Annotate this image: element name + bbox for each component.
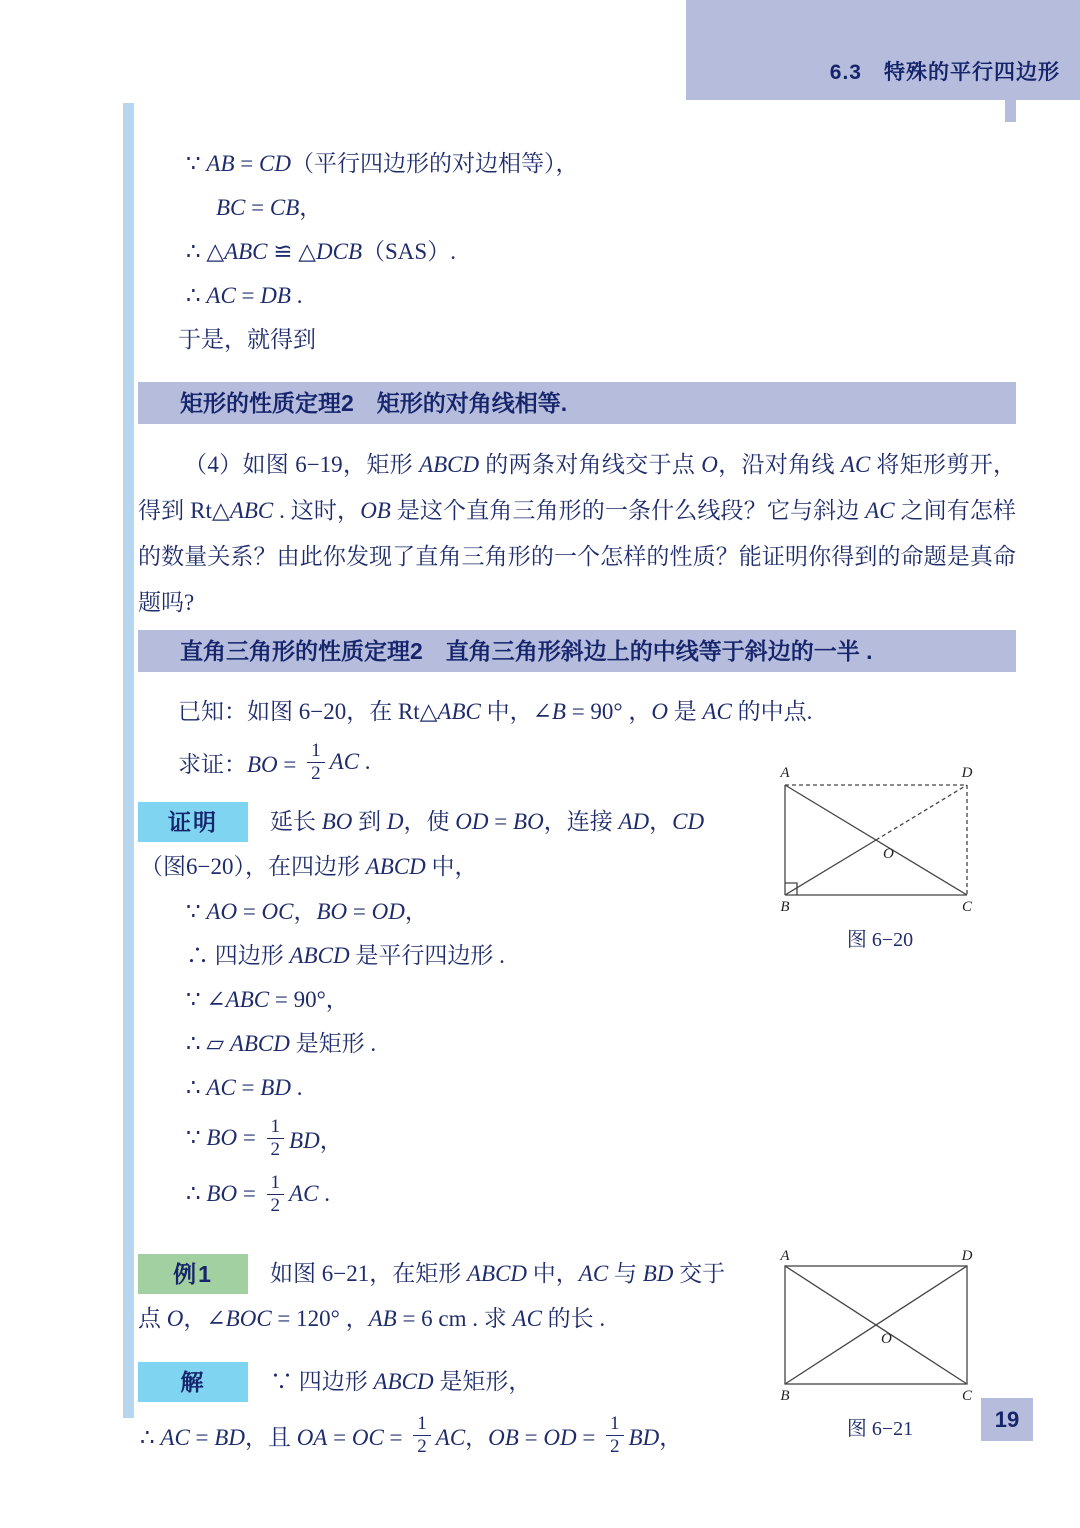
vertex-label-D: D [961,1248,973,1264]
example-line: 如图 6−21，在矩形 ABCD 中，AC 与 BD 交于 [270,1261,726,1286]
vertex-label-C: C [961,1388,973,1404]
section-title: 6.3 特殊的平行四边形 [829,61,1060,84]
figure-caption: 图 6−21 [846,1418,914,1440]
fraction-numerator: 1 [413,1413,431,1436]
fraction-numerator: 1 [267,1172,285,1195]
fraction-numerator: 1 [307,740,325,763]
proof-line-post: BD， [289,1127,343,1153]
solution-seg: AC，OB = OD = [435,1424,602,1450]
figure-6-20-drawing [775,765,985,915]
proof-line: 于是，就得到 [178,327,316,352]
fraction-denominator: 2 [270,1138,281,1160]
proof-line: ∴ 四边形 ABCD 是平行四边形 . [186,943,505,968]
proof-line: ∴ AC = DB . [186,283,303,308]
fraction-numerator: 1 [267,1116,285,1139]
header-tab-accent [1005,100,1016,122]
solution-seg: ∴ AC = BD，且 OA = OC = [140,1424,409,1450]
fraction-denominator: 2 [610,1435,620,1457]
proof-line-post: AC . [289,1181,330,1206]
figure-6-20 [775,765,985,952]
fraction [267,1116,285,1161]
page-number: 19 [981,1398,1033,1441]
figure-caption: 图 6−20 [846,929,914,951]
vertex-label-B: B [780,1388,790,1404]
figure-6-21 [775,1248,985,1441]
to-prove-post: AC . [329,749,371,774]
proof-line-pre: ∴ BO = [186,1181,262,1206]
proof-line: ∵ AB = CD（平行四边形的对边相等）， [186,151,579,176]
fraction [267,1172,285,1217]
proof-line: ∴ AC = BD . [186,1075,303,1100]
center-label-O: O [881,1331,892,1347]
theorem-banner-median-hypotenuse: 直角三角形的性质定理2 直角三角形斜边上的中线等于斜边的一半 . [138,630,1016,672]
chapter-header [686,0,1080,100]
proof-line: ∵ AO = OC，BO = OD， [186,899,428,924]
fraction [307,740,325,785]
fraction-denominator: 2 [417,1435,427,1457]
left-margin-rule [123,103,134,1418]
vertex-label-A: A [780,1248,790,1264]
proof-line-fraction [186,1166,1016,1222]
question-paragraph: （4）如图 6−19，矩形 ABCD 的两条对角线交于点 O，沿对角线 AC 将矩形剪开，得到 Rt△ABC . 这时，OB 是这个直角三角形的一条什么线段？它与斜边 AC 之间有怎样的数量关系？由此你发现了直角三角形的一个怎样的性质？能证明你得到的命题是真命题吗? [138,452,1017,615]
figure-6-21-drawing [775,1248,985,1404]
example-badge: 例1 [138,1254,248,1294]
solution-line: ∵ 四边形 ABCD 是矩形， [270,1369,532,1394]
fraction-denominator: 2 [270,1194,281,1216]
fraction-numerator: 1 [606,1413,624,1436]
fraction [413,1413,431,1458]
fraction-denominator: 2 [311,762,321,784]
vertex-label-D: D [961,765,973,781]
theorem-banner-rect-diagonals: 矩形的性质定理2 矩形的对角线相等. [138,382,1016,424]
proof-line-pre: ∵ BO = [186,1125,262,1150]
vertex-label-C: C [961,899,973,915]
proof-badge: 证明 [138,802,248,842]
proof-line: （图6−20），在四边形 ABCD 中， [140,854,478,879]
proof-line: BC = CB， [216,195,323,220]
to-prove-pre: 求证：BO = [178,751,303,777]
vertex-label-A: A [780,765,790,781]
proof-line: 延长 BO 到 D，使 OD = BO，连接 AD，CD [270,809,705,834]
solution-badge: 解 [138,1362,248,1402]
example-line: 点 O，∠BOC = 120° ，AB = 6 cm . 求 AC 的长 . [138,1306,606,1331]
proof-line: ∴ △ABC ≌ △DCB（SAS）. [186,239,456,264]
proof-line-fraction [186,1110,1016,1166]
proof-line: ∴ ▱ ABCD 是矩形 . [186,1031,377,1056]
center-label-O: O [883,846,894,862]
vertex-label-B: B [780,899,790,915]
proof-line: ∵ ∠ABC = 90°， [186,987,349,1012]
given-line: 已知：如图 6−20，在 Rt△ABC 中，∠B = 90° ，O 是 AC 的中点. [178,699,813,724]
fraction [606,1413,624,1458]
solution-seg: BD， [628,1424,683,1450]
